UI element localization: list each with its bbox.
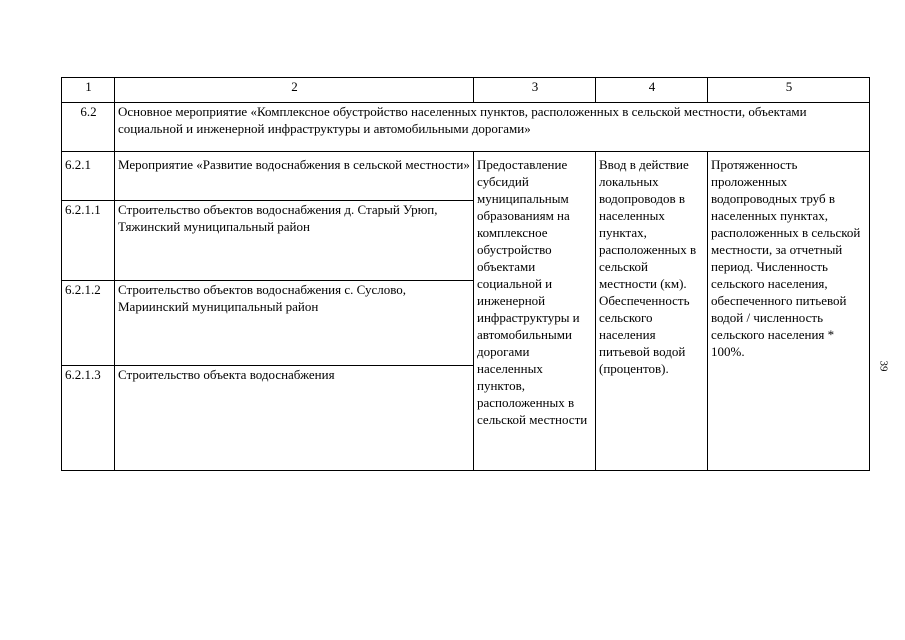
table-row bbox=[62, 103, 870, 152]
row-description: Строительство объекта водоснабжения bbox=[115, 366, 474, 471]
row-number: 6.2.1.1 bbox=[62, 201, 115, 281]
row-description: Строительство объектов водоснабжения с. Суслово, Мариинский муниципальный район bbox=[115, 281, 474, 366]
row-number: 6.2.1.2 bbox=[62, 281, 115, 366]
header-cell-1: 1 bbox=[62, 78, 115, 103]
row-number: 6.2 bbox=[62, 103, 115, 152]
indicator-description-text: Ввод в действие локальных водопроводов в населенных пунктах, расположенных в сельской местности (км). Обеспеченность сельского населения питьевой водой (процентов). bbox=[599, 157, 697, 376]
header-cell-4: 4 bbox=[596, 78, 708, 103]
program-table bbox=[61, 77, 870, 471]
table-header-row bbox=[62, 78, 870, 103]
row-description: Строительство объектов водоснабжения д. Старый Урюп, Тяжинский муниципальный район bbox=[115, 201, 474, 281]
calculation-method-cell bbox=[708, 152, 870, 471]
page-number: 39 bbox=[877, 360, 890, 372]
row-description: Основное мероприятие «Комплексное обустройство населенных пунктов, расположенных в сельской местности, объектами социальной и инженерной инфраструктуры и автомобильными дорогами» bbox=[115, 103, 870, 152]
measure-description-text: Предоставление субсидий муниципальным образованиям на комплексное обустройство объектами социальной и инженерной инфраструктуры и автомобильными дорогами населенных пунктов, расположенных в сельской местности bbox=[477, 157, 588, 427]
header-cell-2: 2 bbox=[115, 78, 474, 103]
calculation-method-text: Протяженность проложенных водопроводных труб в населенных пунктах, расположенных в сельской местности, за отчетный период. Численность сельского населения, обеспеченного питьевой водой / численность сельского населения * 100%. bbox=[711, 157, 861, 359]
row-number: 6.2.1.3 bbox=[62, 366, 115, 471]
row-number: 6.2.1 bbox=[62, 152, 115, 201]
indicator-description-cell bbox=[596, 152, 708, 471]
table-row bbox=[62, 152, 870, 201]
measure-description-cell bbox=[474, 152, 596, 471]
row-description: Мероприятие «Развитие водоснабжения в сельской местности» bbox=[115, 152, 474, 201]
header-cell-3: 3 bbox=[474, 78, 596, 103]
header-cell-5: 5 bbox=[708, 78, 870, 103]
